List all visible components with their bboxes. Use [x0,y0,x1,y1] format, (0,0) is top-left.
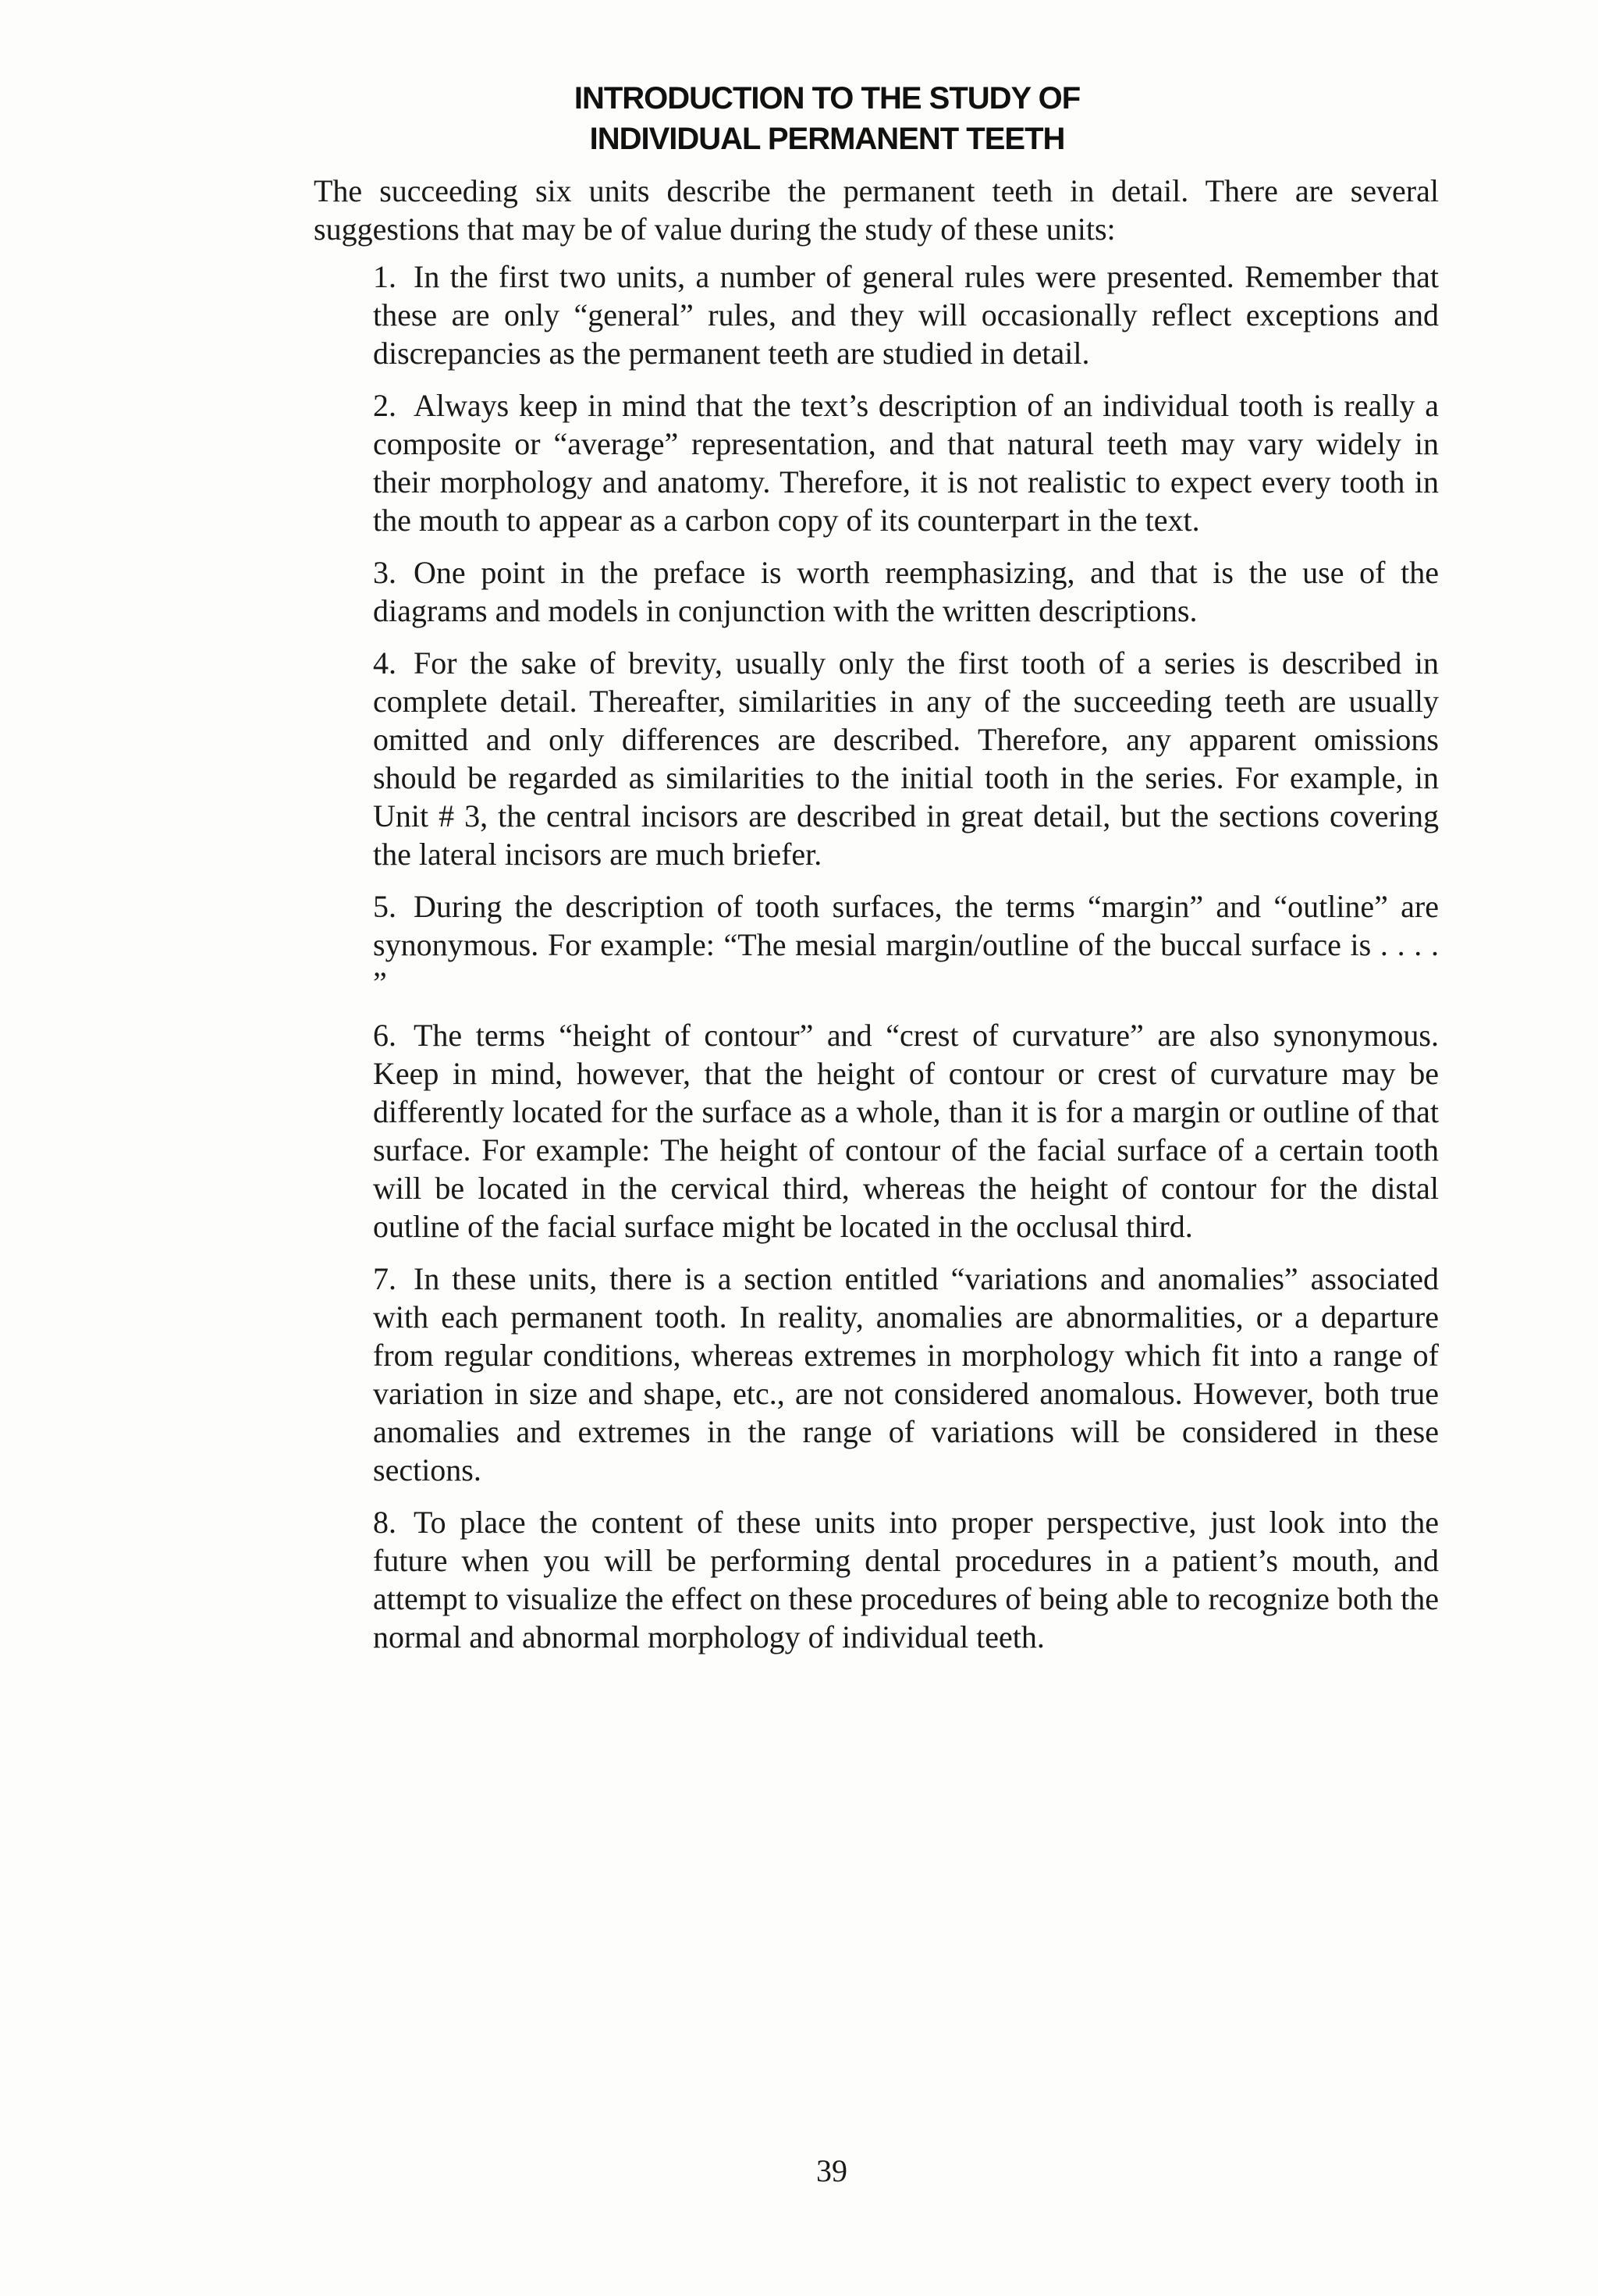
item-text: The terms “height of contour” and “crest of curvature” are also synonymous. Keep in mind, however, that the height of contour or crest of curvature may be differently located for the surface as a whole, than it is for a margin or outline of that surface. For example: The height of contour of the facial surface of a certain tooth will be located in the cervical third, whereas the height of contour for the distal outline of the facial surface might be located in the occlusal third. [373,1018,1439,1244]
item-text: In these units, there is a section entitled “variations and anomalies” associated with each permanent tooth. In reality, anomalies are abnormalities, or a departure from regular conditions, whereas extremes in morphology which fit into a range of variation in size and shape, etc., are not considered anomalous. However, both true anomalies and extremes in the range of variations will be considered in these sections. [373,1261,1439,1487]
list-item [373,258,1439,372]
title-line-1: INTRODUCTION TO THE STUDY OF [574,81,1081,116]
list-item [373,1016,1439,1246]
item-text: For the sake of brevity, usually only the first tooth of a series is described in complete detail. Thereafter, similarities in any of the succeeding teeth are usually omitted and only differences are described. Therefore, any apparent omissions should be regarded as similarities to the initial tooth in the series. For example, in Unit # 3, the central incisors are described in great detail, but the sections covering the lateral incisors are much briefer. [373,645,1439,872]
item-number: 3. [373,555,396,590]
item-number: 8. [373,1505,396,1540]
list-item [373,887,1439,1002]
intro-paragraph: The succeeding six units describe the permanent teeth in detail. There are several suggestions that may be of value during the study of these units: [314,173,1439,247]
page-number: 39 [816,2153,847,2188]
title-line-2: INDIVIDUAL PERMANENT TEETH [589,122,1065,156]
item-text: In the first two units, a number of general rules were presented. Remember that these are only “general” rules, and they will occasionally reflect exceptions and discrepancies as the permanent teeth are studied in detail. [373,259,1439,371]
list-item [373,644,1439,873]
item-number: 7. [373,1261,396,1296]
item-text: Always keep in mind that the text’s description of an individual tooth is really a composite or “average” representation, and that natural teeth may vary widely in their morphology and anatomy. Therefore, it is not realistic to expect every tooth in the mouth to appear as a carbon copy of its counterpart in the text. [373,388,1439,538]
page-title [0,78,1598,159]
list-item [373,553,1439,630]
list-item [373,1503,1439,1656]
item-number: 5. [373,889,396,924]
suggestion-list [373,258,1439,1670]
item-text: To place the content of these units into proper perspective, just look into the future when you will be performing dental procedures in a patient’s mouth, and attempt to visualize the effect on these procedures of being able to recognize both the normal and abnormal morphology of individual teeth. [373,1505,1439,1654]
list-item [373,386,1439,539]
item-text: One point in the preface is worth reemphasizing, and that is the use of the diagrams and models in conjunction with the written descriptions. [373,555,1439,628]
item-number: 4. [373,645,396,681]
item-number: 6. [373,1018,396,1053]
item-number: 1. [373,259,396,294]
item-text: During the description of tooth surfaces, the terms “margin” and “outline” are synonymous. For example: “The mesial margin/outline of the buccal surface is . . . . ” [373,889,1439,1001]
item-number: 2. [373,388,396,423]
list-item [373,1260,1439,1489]
